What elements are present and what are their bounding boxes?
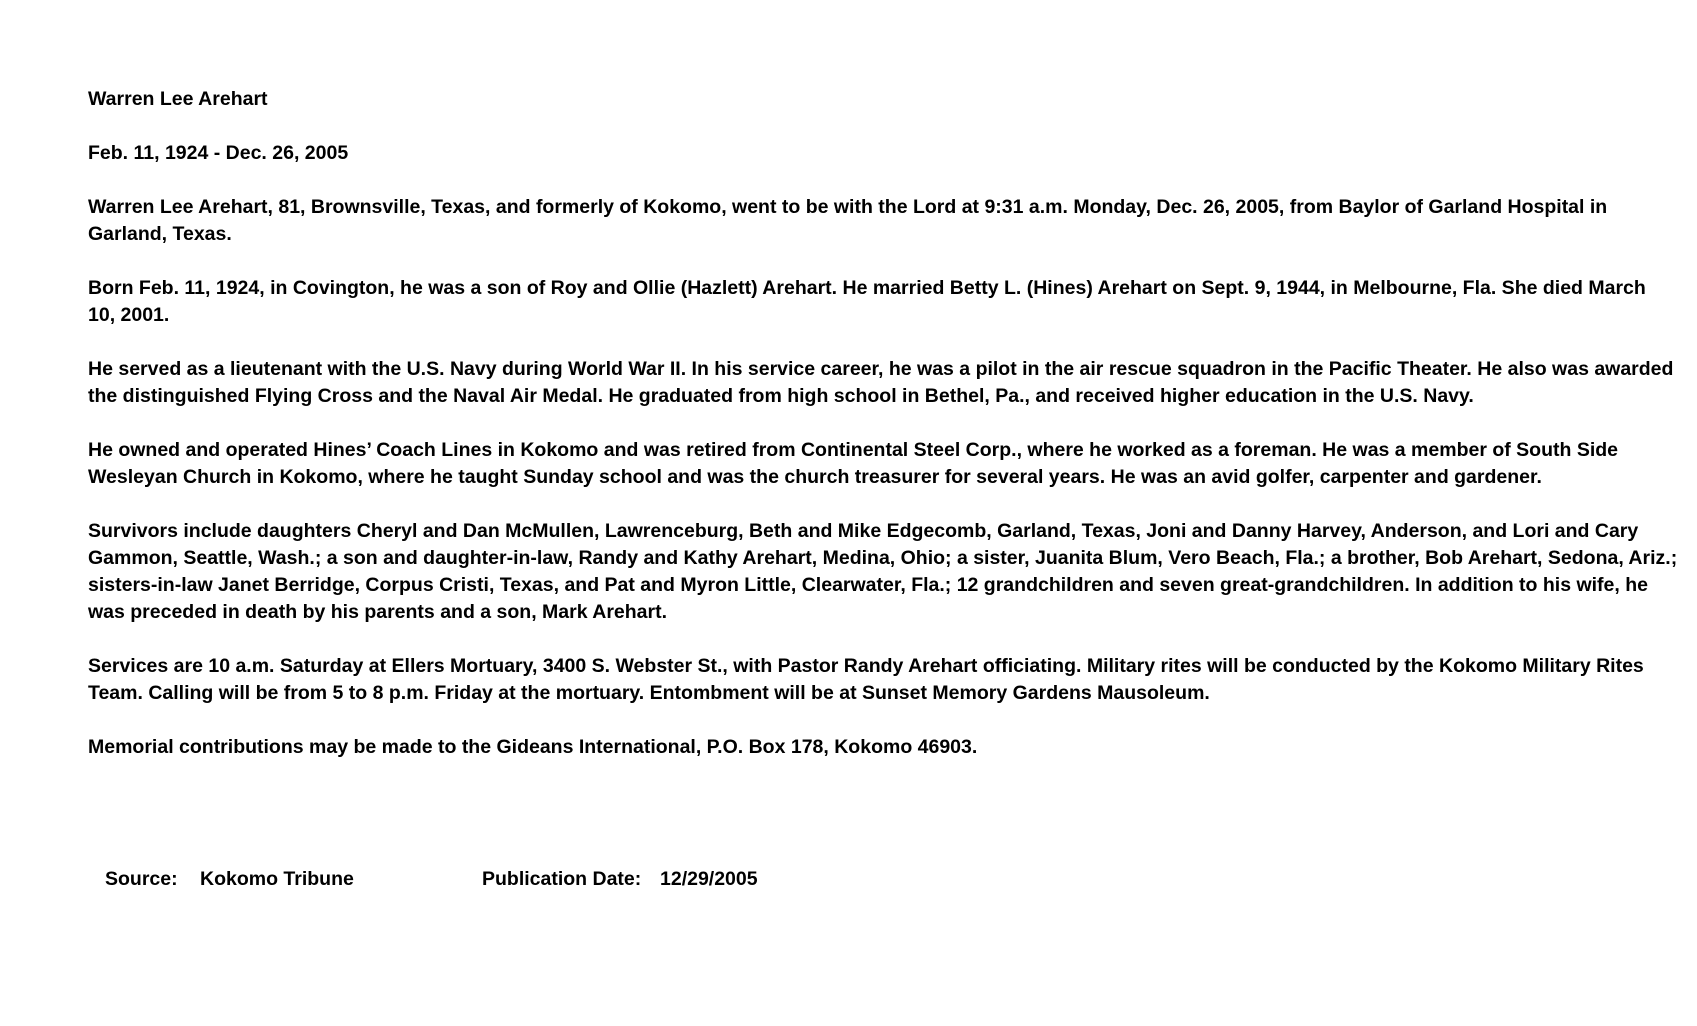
source-label: Source: (105, 868, 178, 890)
paragraph-death-notice: Warren Lee Arehart, 81, Brownsville, Texas, and formerly of Kokomo, went to be with the Lord at 9:31 a.m. Monday, Dec. 26, 2005, from Baylor of Garland Hospital in Garland, Texas. (88, 196, 1608, 245)
paragraph-military-service: He served as a lieutenant with the U.S. Navy during World War II. In his service career, he was a pilot in the air rescue squadron in the Pacific Theater. He also was awarded the distinguished Flying Cross and the Naval Air Medal. He graduated from high school in Bethel, Pa., and received higher education in the U.S. Navy. (88, 358, 1674, 407)
paragraph-services: Services are 10 a.m. Saturday at Ellers Mortuary, 3400 S. Webster St., with Pastor Randy Arehart officiating. Military rites will be conducted by the Kokomo Military Rites Team. Calling will be from 5 to 8 p.m. Friday at the mortuary. Entombment will be at Sunset Memory Gardens Mausoleum. (88, 655, 1644, 704)
paragraph-survivors: Survivors include daughters Cheryl and Dan McMullen, Lawrenceburg, Beth and Mike Edgecomb, Garland, Texas, Joni and Danny Harvey, Anderson, and Lori and Cary Gammon, Seattle, Wash.; a son and daughter-in-law, Randy and Kathy Arehart, Medina, Ohio; a sister, Juanita Blum, Vero Beach, Fla.; a brother, Bob Arehart, Sedona, Ariz.; sisters-in-law Janet Berridge, Corpus Cristi, Texas, and Pat and Myron Little, Clearwater, Fla.; 12 grandchildren and seven great-grandchildren. In addition to his wife, he was preceded in death by his parents and a son, Mark Arehart. (88, 520, 1678, 623)
paragraph-birth-marriage: Born Feb. 11, 1924, in Covington, he was a son of Roy and Ollie (Hazlett) Arehart. He married Betty L. (Hines) Arehart on Sept. 9, 1944, in Melbourne, Fla. She died March 10, 2001. (88, 277, 1646, 326)
obituary-document (88, 86, 1678, 788)
obituary-dates: Feb. 11, 1924 - Dec. 26, 2005 (88, 142, 349, 164)
obituary-name: Warren Lee Arehart (88, 88, 268, 110)
publication-date-label: Publication Date: (482, 868, 642, 890)
publication-date-value: 12/29/2005 (660, 868, 758, 890)
paragraph-career: He owned and operated Hines’ Coach Lines in Kokomo and was retired from Continental Steel Corp., where he worked as a foreman. He was a member of South Side Wesleyan Church in Kokomo, where he taught Sunday school and was the church treasurer for several years. He was an avid golfer, carpenter and gardener. (88, 439, 1618, 488)
source-footer (105, 866, 805, 896)
source-value: Kokomo Tribune (200, 868, 354, 890)
paragraph-memorial: Memorial contributions may be made to the Gideans International, P.O. Box 178, Kokomo 46903. (88, 736, 978, 758)
